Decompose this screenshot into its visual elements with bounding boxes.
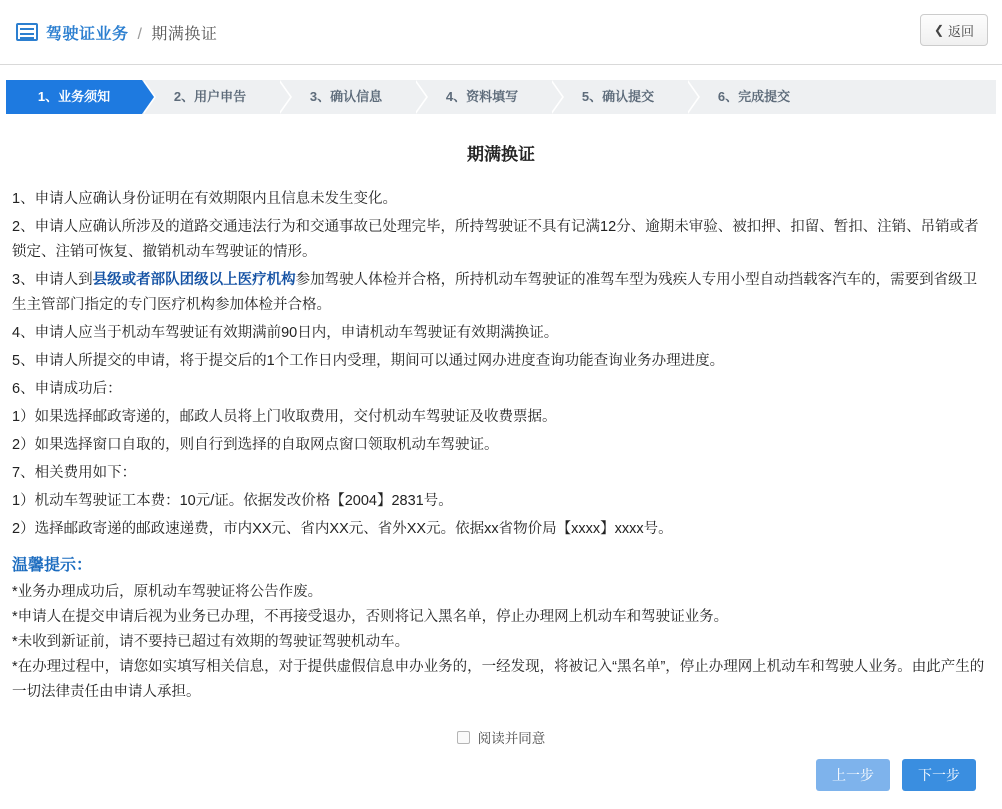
notice-paragraph: 1、申请人应确认身份证明在有效期限内且信息未发生变化。 [12,191,398,207]
step-label: 6、完成提交 [717,89,791,104]
notice-paragraph: 2）如果选择窗口自取的，则自行到选择的自取网点窗口领取机动车驾驶证。 [12,437,499,453]
next-step-button[interactable]: 下一步 [902,759,976,791]
tip-item: *业务办理成功后，原机动车驾驶证将公告作废。 [12,584,323,600]
paragraph-prefix: 3、申请人到 [12,272,93,288]
step-bar [6,80,996,114]
notice-paragraph-highlighted [12,268,990,318]
agree-label[interactable]: 阅读并同意 [477,731,546,746]
step-item-6[interactable] [686,80,822,114]
step-label: 3、确认信息 [309,89,383,104]
breadcrumb-separator: / [137,25,143,43]
back-button-label: 返回 [948,23,975,39]
notice-paragraph: 1）如果选择邮政寄递的，邮政人员将上门收取费用，交付机动车驾驶证及收费票据。 [12,409,557,425]
step-label: 5、确认提交 [581,89,655,104]
notice-paragraph: 6、申请成功后： [12,381,122,397]
footer-actions [0,759,1002,791]
breadcrumb [16,21,217,44]
prev-step-button[interactable]: 上一步 [816,759,890,791]
back-button[interactable] [920,14,988,46]
tip-item: *未收到新证前，请不要持已超过有效期的驾驶证驾驶机动车。 [12,634,410,650]
main-content [0,140,1002,747]
paragraph-suffix: 参加驾驶人体检并合格，所持机动车驾驶证的准驾车型为残疾人专用小型自动挡载客汽车的，需要到省级卫生主管部门指定的专门医疗机构参加体检并合格。 [12,272,978,313]
step-label: 2、用户申告 [173,89,247,104]
page-title: 期满换证 [467,145,535,164]
tip-item: *申请人在提交申请后视为业务已办理，不再接受退办，否则将记入黑名单，停止办理网上机动车和驾驶证业务。 [12,609,729,625]
step-label: 1、业务须知 [37,89,111,104]
step-item-1[interactable] [6,80,142,114]
notice-paragraph: 7、相关费用如下： [12,465,137,481]
agree-checkbox[interactable] [457,731,470,744]
breadcrumb-main[interactable]: 驾驶证业务 [46,25,129,43]
chevron-left-icon: ❮ [933,23,945,37]
notice-paragraph: 5、申请人所提交的申请，将于提交后的1个工作日内受理，期间可以通过网办进度查询功能查询业务办理进度。 [12,353,725,369]
document-icon [16,23,38,41]
breadcrumb-sub: 期满换证 [151,25,218,43]
notice-paragraph: 2）选择邮政寄递的邮政速递费，市内XX元、省内XX元、省外XX元。依据xx省物价局【xxxx】xxxx号。 [12,521,673,537]
notice-paragraph: 4、申请人应当于机动车驾驶证有效期满前90日内，申请机动车驾驶证有效期满换证。 [12,325,559,341]
notice-paragraph: 1）机动车驾驶证工本费：10元/证。依据发改价格【2004】2831号。 [12,493,453,509]
step-item-2[interactable] [142,80,278,114]
step-item-3[interactable] [278,80,414,114]
step-label: 4、资料填写 [445,89,519,104]
agree-row [12,727,990,747]
step-item-5[interactable] [550,80,686,114]
page-header [0,0,1002,65]
tips-title: 温馨提示： [12,557,93,574]
paragraph-highlight: 县级或者部队团级以上医疗机构 [92,272,296,288]
step-item-4[interactable] [414,80,550,114]
tip-item: *在办理过程中，请您如实填写相关信息，对于提供虚假信息申办业务的，一经发现，将被记入“黑名单”，停止办理网上机动车和驾驶人业务。由此产生的一切法律责任由申请人承担。 [12,659,985,700]
breadcrumb-text [46,21,217,44]
notice-paragraph: 2、申请人应确认所涉及的道路交通违法行为和交通事故已处理完毕，所持驾驶证不具有记满12分、逾期未审验、被扣押、扣留、暂扣、注销、吊销或者锁定、注销可恢复、撤销机动车驾驶证的情形。 [12,219,979,260]
